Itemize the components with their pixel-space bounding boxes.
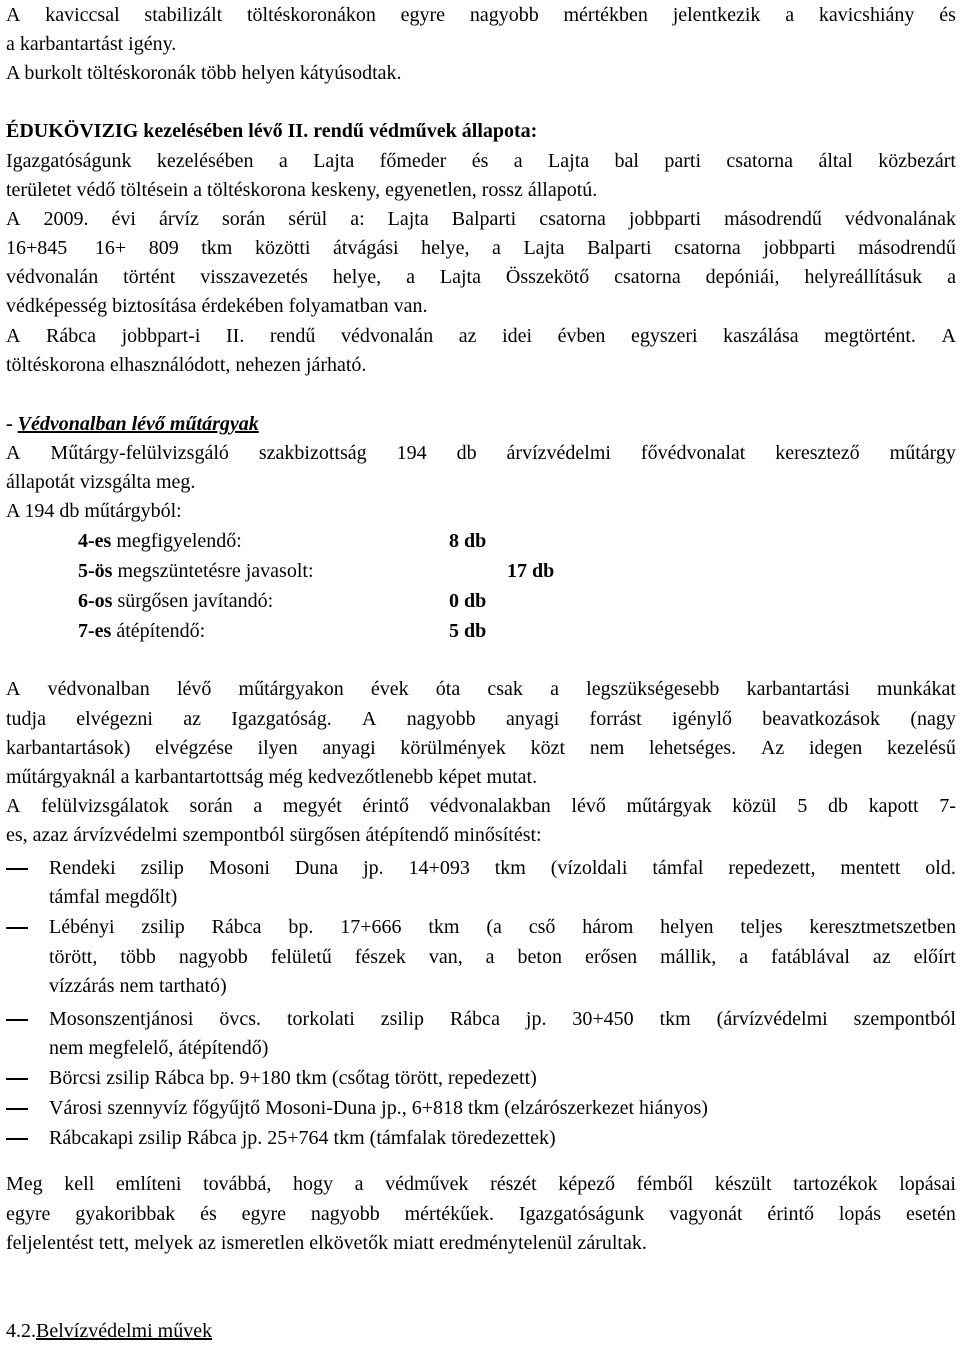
word: 14+093	[408, 857, 470, 879]
eduvizig-p1-line-2: területet védő töltésein a töltéskorona keskeny, egyenetlen, rossz állapotú.	[6, 179, 598, 201]
word: igénylő	[672, 708, 733, 730]
list-item-line	[49, 1004, 956, 1034]
word: Lajta	[313, 150, 355, 172]
word: A	[362, 708, 377, 730]
word: Rábca	[449, 1008, 500, 1030]
word: helyen	[660, 916, 714, 938]
word: A	[6, 4, 21, 26]
word: védvonalakban	[429, 795, 551, 817]
word: gyakoribbak	[75, 1203, 176, 1225]
structures-p4-line-2: es, azaz árvízvédelmi szempontból sürgősen átépítendő minősítést:	[6, 824, 542, 846]
word: árvíz	[158, 208, 199, 230]
word: három	[582, 916, 634, 938]
list-item-line: támfal megdőlt)	[49, 886, 178, 908]
word: kezelésű	[887, 737, 956, 759]
word: törött,	[49, 946, 98, 968]
count-row-value: 5 db	[449, 620, 487, 642]
word: old.	[925, 857, 956, 879]
word: parti	[664, 150, 702, 172]
list-item-line	[49, 853, 956, 883]
word: az	[458, 325, 477, 347]
word: Mosoni	[208, 857, 270, 879]
word: és	[471, 150, 489, 172]
word: jp.	[525, 1008, 547, 1030]
word: körülmények	[400, 737, 506, 759]
word: a:	[350, 208, 365, 230]
word: lopás	[838, 1203, 882, 1225]
word: lehetséges.	[648, 737, 737, 759]
word: Balparti	[587, 237, 652, 259]
eduvizig-p2-line-2	[6, 233, 956, 263]
word: tartozékok	[793, 1173, 878, 1195]
word: ilyen	[257, 737, 298, 759]
word: a	[253, 795, 263, 817]
structures-p5-line-2	[6, 1199, 956, 1229]
word: kavicshiány	[818, 4, 915, 26]
word: elvégzése	[155, 737, 233, 759]
word: támfal	[652, 857, 704, 879]
word: műtárgyakon	[238, 678, 344, 700]
word: a	[550, 678, 559, 700]
word: visszavezetés	[200, 266, 308, 288]
word: tkm	[428, 916, 460, 938]
word: lopásai	[899, 1173, 956, 1195]
word: fatáblával	[771, 946, 850, 968]
word: Balparti	[451, 208, 517, 230]
word: helyreállításuk	[804, 266, 923, 288]
word: továbbá,	[203, 1173, 272, 1195]
count-row-label: 6-os sürgősen javítandó:	[78, 590, 274, 612]
word: Lajta	[387, 208, 429, 230]
word: erősen	[584, 946, 638, 968]
word: több	[120, 946, 156, 968]
word: Lajta	[439, 266, 481, 288]
word: repedezett,	[728, 857, 816, 879]
section-heading	[6, 1316, 212, 1346]
word: Duna	[294, 857, 339, 879]
word: mállik,	[660, 946, 717, 968]
word: A	[941, 325, 956, 347]
word: közt	[530, 737, 566, 759]
structures-p5-line-1	[6, 1169, 956, 1199]
structures-p1-line-2: állapotát vizsgálta meg.	[6, 471, 196, 493]
word: Rendeki	[49, 857, 116, 879]
word: lévő	[571, 795, 606, 817]
word: depóniái,	[705, 266, 780, 288]
word: Igazgatóságunk	[518, 1203, 645, 1225]
structures-p3-line-1	[6, 674, 956, 704]
word: közbezárt	[878, 150, 956, 172]
count-row-label: 4-es megfigyelendő:	[78, 530, 242, 552]
word: megyét	[282, 795, 342, 817]
word: képező	[558, 1173, 616, 1195]
word: felülvizsgálatok	[41, 795, 169, 817]
word: kapott	[868, 795, 919, 817]
word: Meg	[6, 1173, 43, 1195]
word: említeni	[115, 1173, 182, 1195]
word: helye,	[332, 266, 382, 288]
word: műtárgy	[889, 442, 956, 464]
word: Összekötő	[505, 266, 590, 288]
word: tudja	[6, 708, 46, 730]
word: mértékűek.	[404, 1203, 495, 1225]
word: (a	[486, 916, 502, 938]
section-title: Belvízvédelmi művek	[36, 1320, 213, 1342]
structures-heading	[6, 409, 259, 439]
word: anyagi	[322, 737, 376, 759]
structures-p2: A 194 db műtárgyból:	[6, 500, 182, 522]
word: a	[485, 946, 495, 968]
word: mentett	[840, 857, 901, 879]
word: kezelésében	[156, 150, 254, 172]
eduvizig-p2-line-4: védképesség biztosítása érdekében folyamatban van.	[6, 295, 428, 317]
word: 17+666	[340, 916, 402, 938]
word: nagyobb	[310, 1203, 380, 1225]
word: töltéskoronákon	[246, 4, 376, 26]
word: árvízvédelmi	[506, 442, 611, 464]
count-row-value: 17 db	[507, 560, 555, 582]
word: tkm	[659, 1008, 691, 1030]
list-item-line: Börcsi zsilip Rábca bp. 9+180 tkm (csőtag törött, repedezett)	[49, 1067, 537, 1089]
word: A	[6, 325, 21, 347]
eduvizig-p3-line-1	[6, 321, 956, 351]
intro-line-2: a karbantartást igény.	[6, 33, 177, 55]
word: érintő	[767, 1203, 815, 1225]
list-item-line: Rábcakapi zsilip Rábca jp. 25+764 tkm (támfalak töredezettek)	[49, 1127, 556, 1149]
word: Rábca	[46, 325, 96, 347]
word: szakbizottság	[258, 442, 367, 464]
word: zsilip	[141, 916, 185, 938]
eduvizig-p2-line-3	[6, 262, 956, 292]
intro-line-1	[6, 0, 956, 30]
word: anyagi	[505, 708, 560, 730]
word: Az	[760, 737, 785, 759]
word: A	[6, 678, 21, 700]
list-item-line: nem megfelelő, átépítendő)	[49, 1037, 269, 1059]
word: előírt	[913, 946, 956, 968]
word: közül	[732, 795, 777, 817]
word: jobbpart-i	[121, 325, 201, 347]
word: egyre	[241, 1203, 287, 1225]
word: beton	[517, 946, 562, 968]
word: A	[6, 208, 21, 230]
word: másodrendű	[858, 237, 956, 259]
word: másodrendű	[724, 208, 822, 230]
word: az	[183, 708, 201, 730]
word: egyre	[400, 4, 446, 26]
word: tkm	[201, 237, 233, 259]
structures-heading-prefix: -	[6, 413, 18, 435]
word: Igazgatóságunk	[6, 150, 132, 172]
word: a	[513, 150, 523, 172]
word: 30+450	[572, 1008, 634, 1030]
word: 2009.	[43, 208, 89, 230]
word: csak	[487, 678, 523, 700]
word: évek	[370, 678, 409, 700]
word: keresztező	[775, 442, 860, 464]
word: Rábca	[211, 916, 262, 938]
word: 16+845	[6, 237, 73, 259]
word: legszükségesebb	[586, 678, 720, 700]
word: zsilip	[140, 857, 184, 879]
word: idegen	[808, 737, 863, 759]
word: A	[6, 442, 21, 464]
word: kaszálása	[723, 325, 799, 347]
word: csatorna	[539, 208, 606, 230]
word: felületű	[270, 946, 332, 968]
count-row-label: 5-ös megszüntetésre javasolt:	[78, 560, 314, 582]
word: Lébényi	[49, 916, 115, 938]
word: 5	[797, 795, 808, 817]
word: bal	[614, 150, 639, 172]
word: Lajta	[548, 150, 590, 172]
word: munkákat	[877, 678, 956, 700]
structures-p3-line-2	[6, 704, 956, 734]
word: a	[278, 150, 288, 172]
word: keresztmetszetben	[809, 916, 956, 938]
word: II.	[226, 325, 245, 347]
eduvizig-heading: ÉDUKÖVIZIG kezelésében lévő II. rendű védművek állapota:	[6, 120, 538, 142]
word: van,	[428, 946, 463, 968]
word: karbantartási	[746, 678, 850, 700]
structures-p5-line-3: feljelentést tett, melyek az ismeretlen elkövetők miatt eredménytelenül zárultak.	[6, 1232, 647, 1254]
eduvizig-p1-line-1	[6, 146, 956, 176]
word: stabilizált	[144, 4, 223, 26]
word: megtörtént.	[824, 325, 916, 347]
structures-heading-text: Védvonalban lévő műtárgyak	[17, 413, 259, 435]
word: jobbparti	[628, 208, 702, 230]
word: (vízoldali	[550, 857, 628, 879]
word: csatorna	[674, 237, 741, 259]
word: egyszeri	[630, 325, 698, 347]
word: bp.	[288, 916, 314, 938]
word: a	[406, 266, 415, 288]
word: védvonalán	[341, 325, 434, 347]
count-row-value: 8 db	[449, 530, 487, 552]
word: közötti	[254, 237, 311, 259]
structures-p3-line-4: műtárgyaknál a karbantartottság még kedvezőtlenebb képet mutat.	[6, 766, 538, 788]
word: a	[785, 4, 795, 26]
word: mértékben	[563, 4, 648, 26]
word: Lajta	[523, 237, 565, 259]
word: sérül	[288, 208, 328, 230]
word: cső	[528, 916, 556, 938]
word: jp.	[363, 857, 384, 879]
structures-p3-line-3	[6, 733, 956, 763]
word: és	[939, 4, 956, 26]
word: övcs.	[219, 1008, 262, 1030]
word: jelentkezik	[672, 4, 761, 26]
word: a	[354, 1173, 364, 1195]
word: évben	[557, 325, 606, 347]
word: elvégezni	[76, 708, 153, 730]
word: esetén	[905, 1203, 956, 1225]
word: A	[6, 795, 21, 817]
word: a	[739, 946, 749, 968]
word: kell	[64, 1173, 95, 1195]
word: csatorna	[726, 150, 794, 172]
word: lévő	[176, 678, 212, 700]
word: hogy	[293, 1173, 334, 1195]
word: forrást	[589, 708, 642, 730]
word: nem	[589, 737, 625, 759]
word: 16+	[94, 237, 127, 259]
section-number: 4.2.	[6, 1320, 36, 1342]
word: évi	[111, 208, 136, 230]
eduvizig-p2-line-1	[6, 204, 956, 234]
word: tkm	[494, 857, 526, 879]
structures-p1-line-1	[6, 438, 956, 468]
word: kaviccsal	[45, 4, 120, 26]
word: során	[189, 795, 233, 817]
word: szempontból	[853, 1008, 956, 1030]
word: védművek	[385, 1173, 469, 1195]
intro-line-3: A burkolt töltéskoronák több helyen kátyúsodtak.	[6, 62, 402, 84]
word: védvonalban	[47, 678, 150, 700]
word: karbantartások)	[6, 737, 131, 759]
word: zsilip	[380, 1008, 425, 1030]
word: fészek	[354, 946, 406, 968]
word: védvonalán	[6, 266, 99, 288]
word: részét	[490, 1173, 537, 1195]
word: fővédvonalat	[640, 442, 746, 464]
count-row-value: 0 db	[449, 590, 487, 612]
word: db	[456, 442, 477, 464]
word: főmeder	[379, 150, 447, 172]
word: átvágási	[333, 237, 399, 259]
word: Mosonszentjánosi	[49, 1008, 194, 1030]
word: nagyobb	[406, 708, 476, 730]
word: db	[827, 795, 848, 817]
word: Igazgatóság.	[231, 708, 332, 730]
word: óta	[435, 678, 461, 700]
word: és	[200, 1203, 217, 1225]
word: által	[818, 150, 853, 172]
word: nagyobb	[469, 4, 539, 26]
list-item-line	[49, 942, 956, 972]
word: a	[947, 266, 956, 288]
word: egyre	[6, 1203, 51, 1225]
word: 7-	[939, 795, 956, 817]
word: 809	[148, 237, 179, 259]
word: az	[872, 946, 891, 968]
eduvizig-p3-line-2: töltéskorona elhasználódott, nehezen járható.	[6, 354, 367, 376]
count-row-label: 7-es átépítendő:	[78, 620, 206, 642]
word: teljes	[740, 916, 783, 938]
word: vagyonát	[669, 1203, 743, 1225]
word: (nagy	[910, 708, 956, 730]
word: történt	[123, 266, 176, 288]
word: készült	[714, 1173, 772, 1195]
word: jobbparti	[763, 237, 836, 259]
list-item-line	[49, 912, 956, 942]
word: a	[492, 237, 501, 259]
word: műtárgyak	[626, 795, 712, 817]
word: csatorna	[614, 266, 681, 288]
word: helye,	[421, 237, 470, 259]
word: 194	[396, 442, 427, 464]
word: fémből	[636, 1173, 694, 1195]
word: Műtárgy-felülvizsgáló	[50, 442, 229, 464]
word: érintő	[362, 795, 410, 817]
word: nagyobb	[178, 946, 248, 968]
word: beavatkozások	[762, 708, 881, 730]
word: rendű	[269, 325, 316, 347]
word: idei	[502, 325, 533, 347]
word: során	[221, 208, 266, 230]
word: védvonalának	[844, 208, 956, 230]
list-item-line: Városi szennyvíz főgyűjtő Mosoni-Duna jp., 6+818 tkm (elzárószerkezet hiányos)	[49, 1097, 708, 1119]
word: (árvízvédelmi	[716, 1008, 828, 1030]
word: torkolati	[286, 1008, 355, 1030]
list-item-line: vízzárás nem tartható)	[49, 975, 227, 997]
structures-p4-line-1	[6, 791, 956, 821]
